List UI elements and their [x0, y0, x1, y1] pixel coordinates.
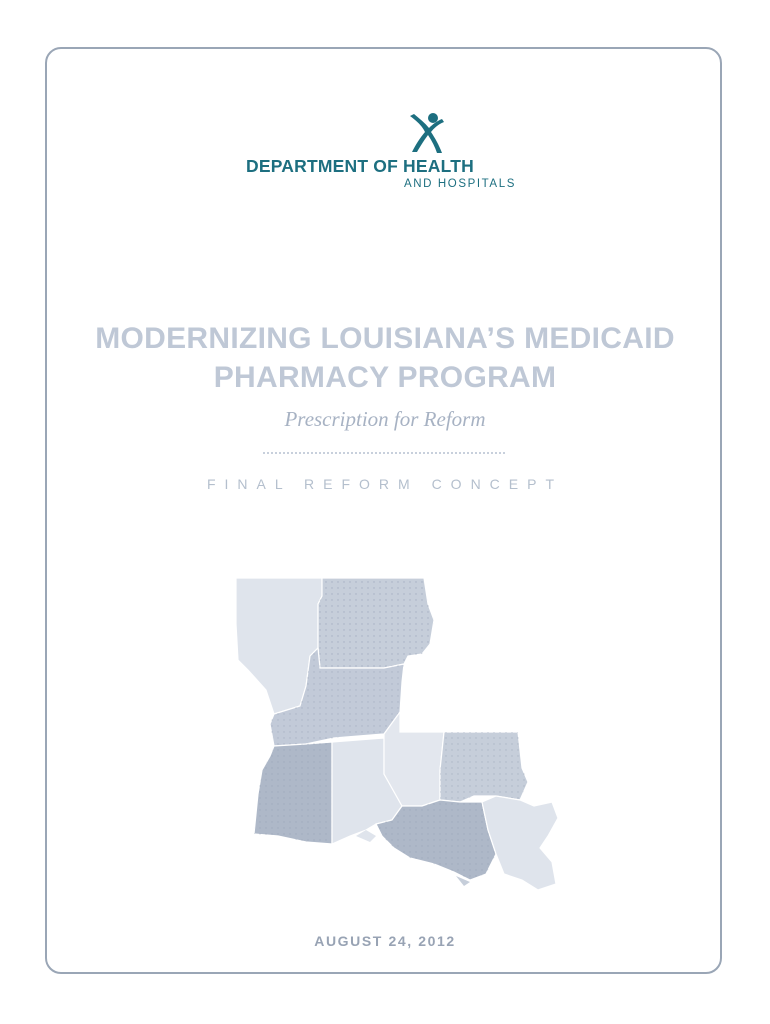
- louisiana-regions-map: [234, 574, 564, 894]
- map-region-metro: [482, 796, 558, 890]
- document-title-line-2: PHARMACY PROGRAM: [213, 361, 557, 394]
- document-title-line-1: MODERNIZING LOUISIANA’S MEDICAID: [95, 322, 675, 355]
- document-subtitle: Prescription for Reform: [284, 407, 486, 431]
- dhh-logo: [246, 112, 536, 192]
- logo-title: DEPARTMENT OF HEALTH: [246, 156, 474, 176]
- concept-label: FINAL REFORM CONCEPT: [206, 476, 564, 492]
- person-figure-icon: [406, 112, 446, 154]
- dotted-divider: [263, 452, 505, 454]
- document-date: AUGUST 24, 2012: [314, 933, 456, 949]
- logo-subtitle: AND HOSPITALS: [404, 178, 516, 190]
